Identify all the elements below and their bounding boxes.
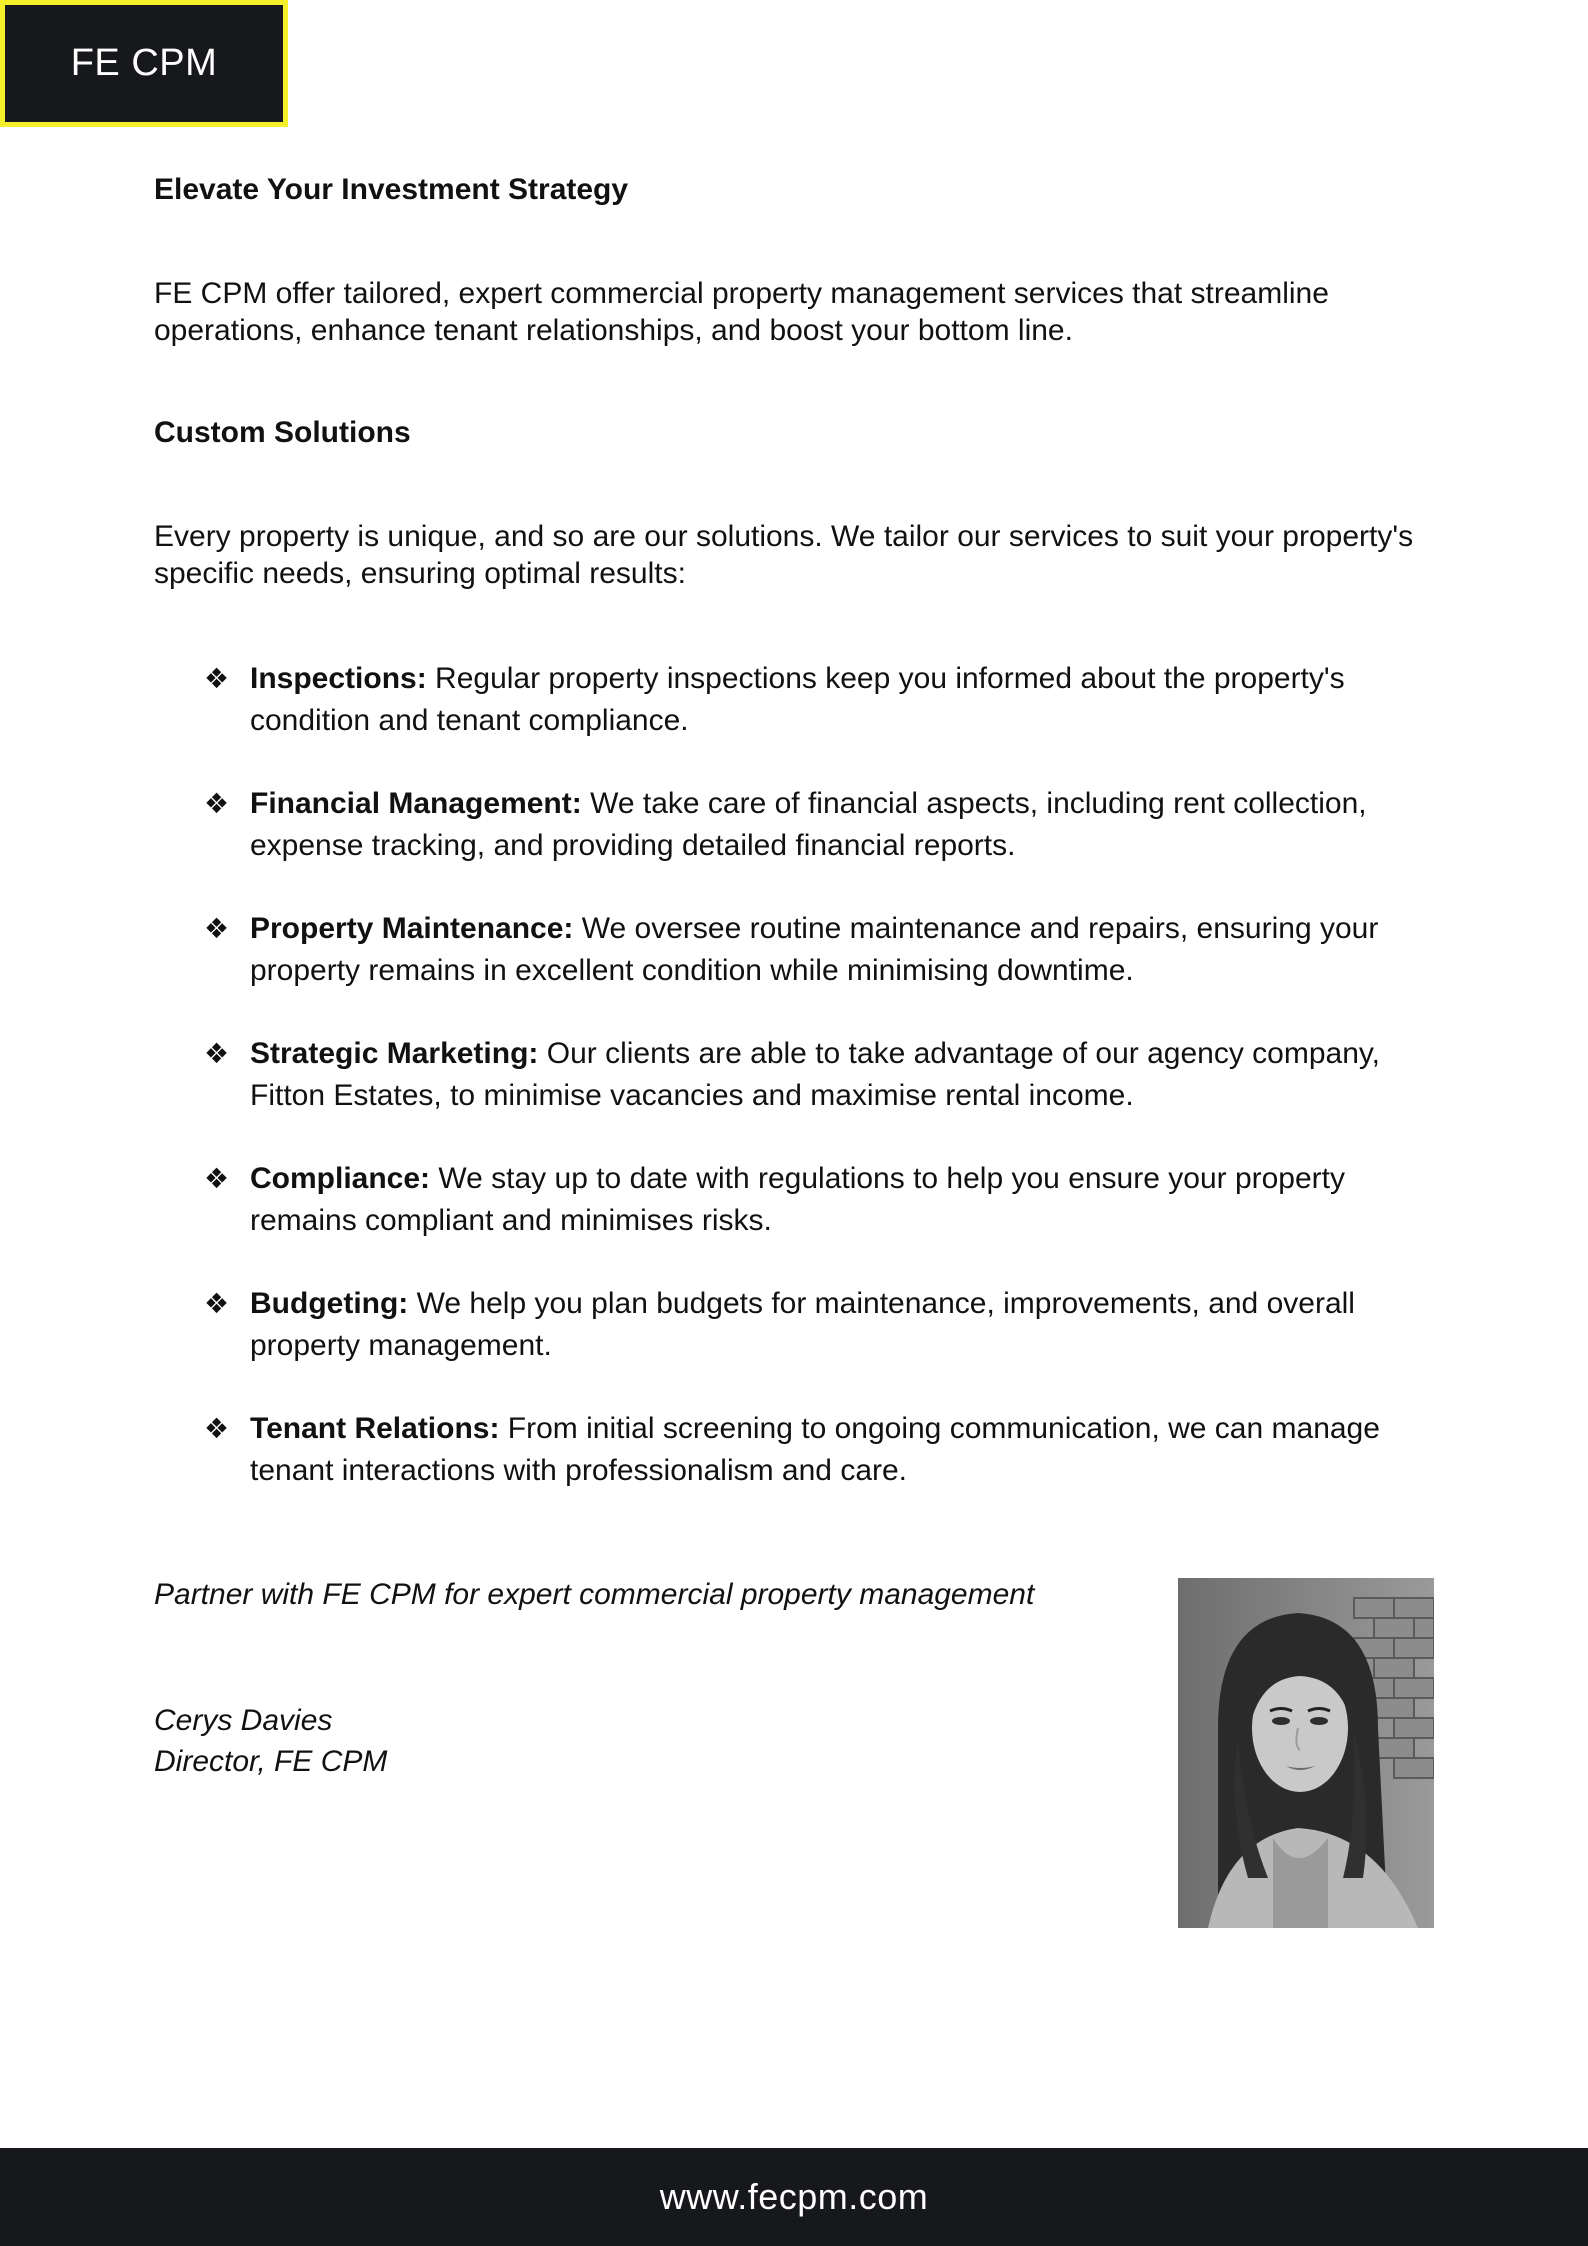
service-title: Budgeting: xyxy=(250,1287,409,1320)
diamond-bullet-icon: ❖ xyxy=(204,1163,230,1194)
services-list xyxy=(154,658,1444,1492)
service-title: Inspections: xyxy=(250,662,427,695)
footer-bar xyxy=(0,2148,1588,2246)
heading-investment-strategy: Elevate Your Investment Strategy xyxy=(154,173,629,206)
service-text: We oversee routine maintenance and repairs, ensuring your property remains in excellent condition while minimising downtime. xyxy=(250,912,1379,987)
director-portrait-photo xyxy=(1178,1578,1434,1928)
diamond-bullet-icon: ❖ xyxy=(204,1038,230,1069)
list-item xyxy=(204,1033,1444,1117)
intro-paragraph: FE CPM offer tailored, expert commercial property management services that streamline operations, enhance tenant relationships, and boost your bottom line. xyxy=(154,277,1329,347)
portrait-illustration xyxy=(1178,1578,1434,1928)
list-item xyxy=(204,658,1444,742)
signature-block xyxy=(154,1700,387,1782)
service-description xyxy=(250,658,1444,742)
service-description xyxy=(250,1408,1444,1492)
list-item xyxy=(204,1283,1444,1367)
heading-custom-solutions: Custom Solutions xyxy=(154,416,411,449)
logo-box xyxy=(0,0,288,127)
service-text: Regular property inspections keep you informed about the property's condition and tenant compliance. xyxy=(250,662,1345,737)
diamond-bullet-icon: ❖ xyxy=(204,1288,230,1319)
service-text: We stay up to date with regulations to help you ensure your property remains compliant and minimises risks. xyxy=(250,1162,1346,1237)
footer-website-link[interactable]: www.fecpm.com xyxy=(659,2176,929,2217)
diamond-bullet-icon: ❖ xyxy=(204,788,230,819)
list-item xyxy=(204,1158,1444,1242)
service-description xyxy=(250,1033,1444,1117)
service-title: Property Maintenance: xyxy=(250,912,574,945)
main-content xyxy=(154,172,1444,1492)
service-text: Our clients are able to take advantage of our agency company, Fitton Estates, to minimise vacancies and maximise rental income. xyxy=(250,1037,1381,1112)
service-description xyxy=(250,783,1444,867)
diamond-bullet-icon: ❖ xyxy=(204,1413,230,1444)
service-title: Tenant Relations: xyxy=(250,1412,500,1445)
solutions-intro-paragraph: Every property is unique, and so are our solutions. We tailor our services to suit your property's specific needs, ensuring optimal results: xyxy=(154,520,1414,590)
list-item xyxy=(204,783,1444,867)
service-text: From initial screening to ongoing communication, we can manage tenant interactions with professionalism and care. xyxy=(250,1412,1380,1487)
list-item xyxy=(204,908,1444,992)
service-title: Strategic Marketing: xyxy=(250,1037,539,1070)
signatory-role: Director, FE CPM xyxy=(154,1745,388,1778)
closing-tagline: Partner with FE CPM for expert commercial property management xyxy=(154,1578,1035,1611)
signatory-name: Cerys Davies xyxy=(154,1704,333,1737)
service-title: Compliance: xyxy=(250,1162,431,1195)
diamond-bullet-icon: ❖ xyxy=(204,913,230,944)
service-description xyxy=(250,1283,1444,1367)
service-description xyxy=(250,908,1444,992)
service-title: Financial Management: xyxy=(250,787,582,820)
service-text: We take care of financial aspects, including rent collection, expense tracking, and providing detailed financial reports. xyxy=(250,787,1367,862)
logo-text: FE CPM xyxy=(70,42,218,84)
service-description xyxy=(250,1158,1444,1242)
list-item xyxy=(204,1408,1444,1492)
service-text: We help you plan budgets for maintenance, improvements, and overall property management. xyxy=(250,1287,1355,1362)
diamond-bullet-icon: ❖ xyxy=(204,663,230,694)
